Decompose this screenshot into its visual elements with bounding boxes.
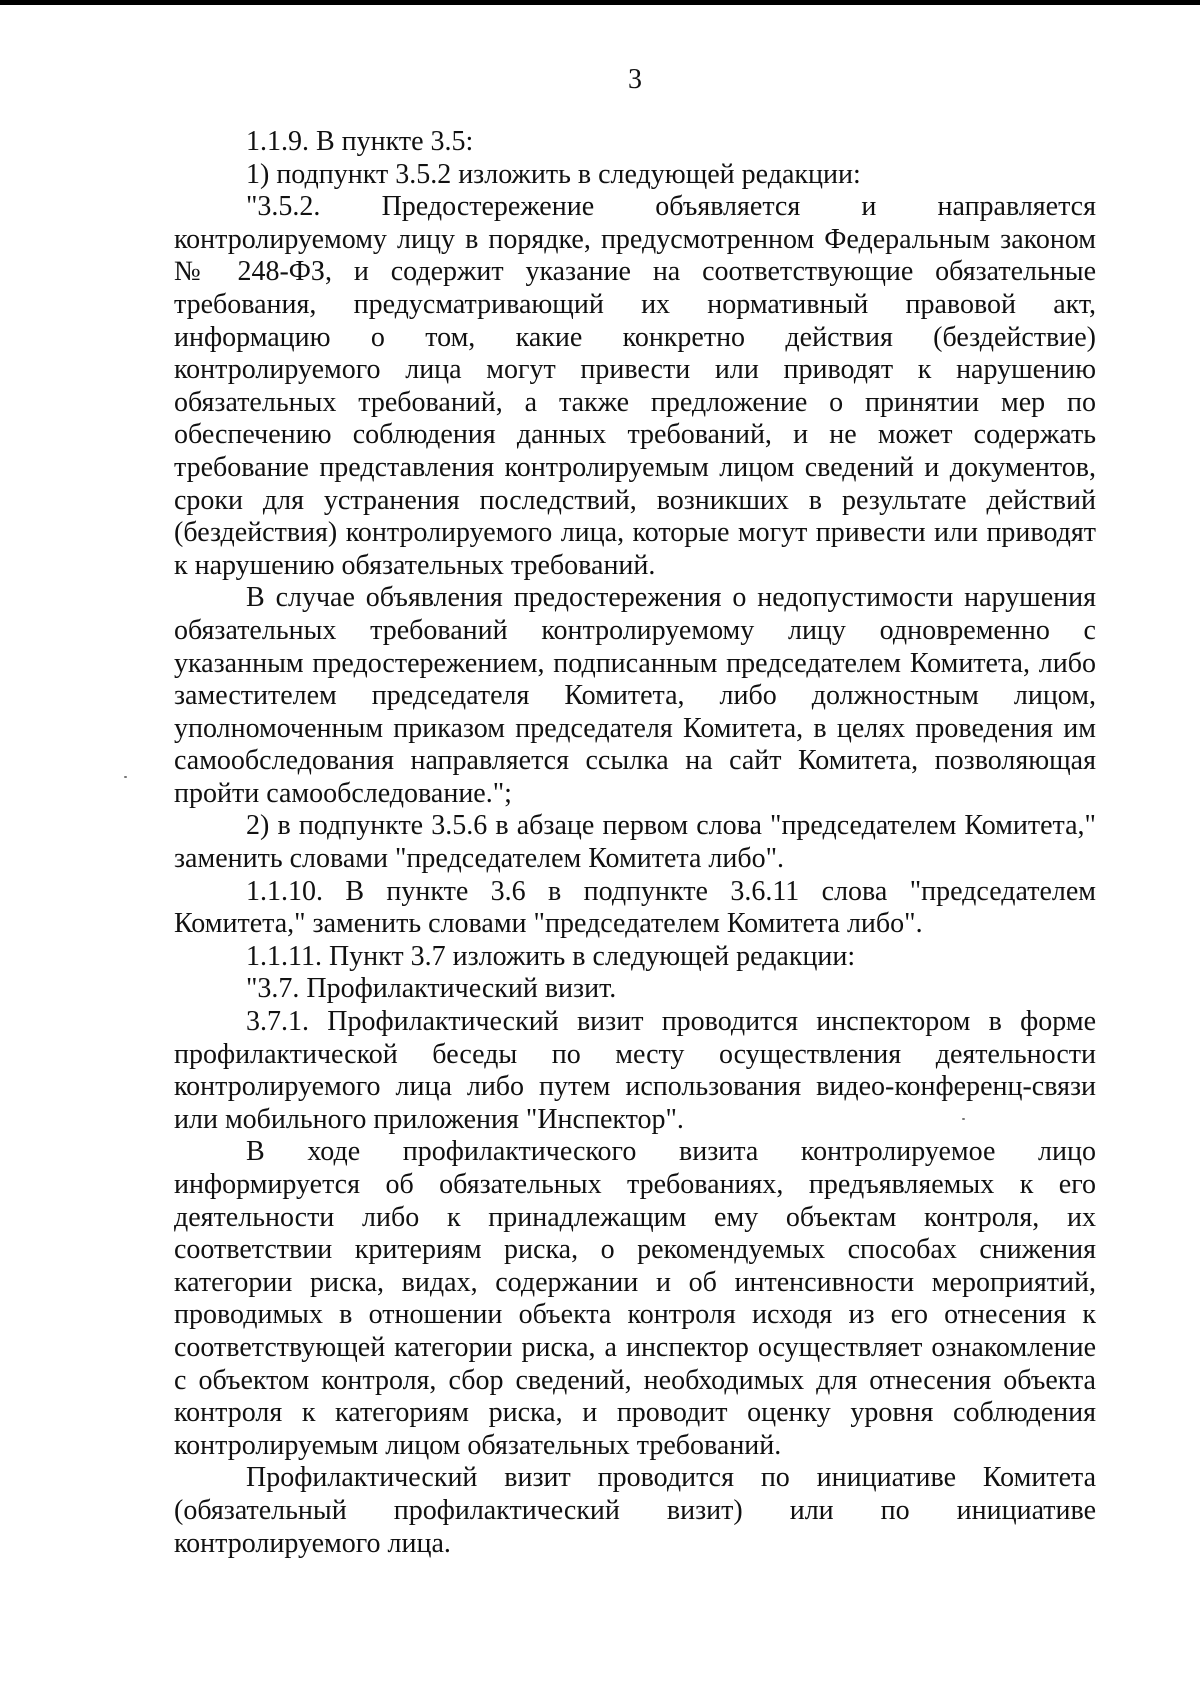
scan-border (0, 0, 1200, 5)
paragraph: 3.7.1. Профилактический визит проводится инспектором в форме профилактической беседы по месту осуществления деятельности контролируемого лица либо путем использования видео-конференц-связи или мобильного приложения "Инспектор". (174, 1006, 1096, 1135)
paragraph: Профилактический визит проводится по инициативе Комитета (обязательный профилактический визит) или по инициативе контролируемого лица. (174, 1462, 1096, 1559)
document-body (174, 126, 1096, 1560)
paragraph: 1.1.9. В пункте 3.5: (246, 126, 474, 157)
paragraph: "3.5.2. Предостережение объявляется и направляется контролируемому лицу в порядке, предусмотренном Федеральным законом № 248-ФЗ, и содержит указание на соответствующие обязательные требования, предусматривающий их нормативный правовой акт, информацию о том, какие конкретно действия (бездействие) контролируемого лица могут привести или приводят к нарушению обязательных требований, а также предложение о принятии мер по обеспечению соблюдения данных требований, и не может содержать требование представления контролируемым лицом сведений и документов, сроки для устранения последствий, возникших в результате действий (бездействия) контролируемого лица, которые могут привести или приводят к нарушению обязательных требований. (174, 191, 1096, 581)
paragraph: 1) подпункт 3.5.2 изложить в следующей редакции: (246, 158, 861, 190)
scan-speck (962, 1118, 965, 1120)
scan-speck (124, 776, 127, 778)
page-number: 3 (628, 64, 642, 95)
paragraph: "3.7. Профилактический визит. (246, 973, 617, 1005)
paragraph: В случае объявления предостережения о недопустимости нарушения обязательных требований контролируемому лицу одновременно с указанным предостережением, подписанным председателем Комитета, либо заместителем председателя Комитета, либо должностным лицом, уполномоченным приказом председателя Комитета, в целях проведения им самообследования направляется ссылка на сайт Комитета, позволяющая пройти самообследование."; (174, 582, 1096, 809)
paragraph: 1.1.11. Пункт 3.7 изложить в следующей редакции: (246, 940, 856, 972)
paragraph: В ходе профилактического визита контролируемое лицо информируется об обязательных требованиях, предъявляемых к его деятельности либо к принадлежащим ему объектам контроля, их соответствии критериям риска, о рекомендуемых способах снижения категории риска, видах, содержании и об интенсивности мероприятий, проводимых в отношении объекта контроля исходя из его отнесения к соответствующей категории риска, а инспектор осуществляет ознакомление с объектом контроля, сбор сведений, необходимых для отнесения объекта контроля к категориям риска, и проводит оценку уровня соблюдения контролируемым лицом обязательных требований. (174, 1136, 1096, 1461)
paragraph: 1.1.10. В пункте 3.6 в подпункте 3.6.11 слова "председателем Комитета," заменить словами "председателем Комитета либо". (174, 875, 1096, 940)
paragraph: 2) в подпункте 3.5.6 в абзаце первом слова "председателем Комитета," заменить словами "председателем Комитета либо". (174, 810, 1096, 875)
